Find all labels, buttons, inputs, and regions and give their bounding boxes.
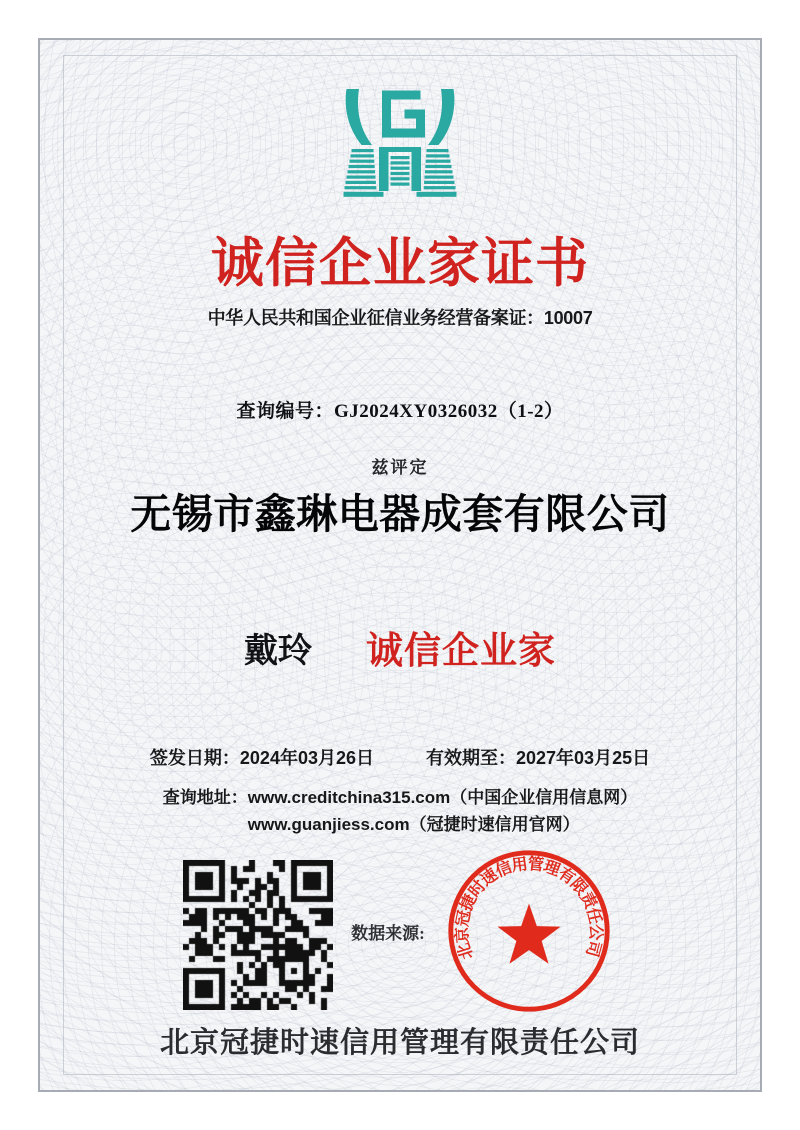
certificate-title: 诚信企业家证书 [211,234,589,293]
query-address-block [40,784,760,838]
issue-date: 签发日期：2024年03月26日 [149,748,374,768]
query-address-line2: www.guanjiess.com（冠捷时速信用官网） [247,815,580,834]
query-number-line [40,396,760,423]
certificate-frame [38,38,762,1092]
company-name: 无锡市鑫琳电器成套有限公司 [130,491,670,537]
valid-until-date: 有效期至：2027年03月25日 [426,748,651,768]
award-title: 诚信企业家 [366,630,556,671]
star-icon [497,904,560,964]
credit-logo-icon [344,87,457,202]
query-number-label: 查询编号： [236,401,334,422]
issuer-name: 北京冠捷时速信用管理有限责任公司 [159,1027,640,1059]
hereby-text: 兹评定 [371,458,429,477]
dates-row [40,744,760,770]
official-stamp [441,843,617,1019]
qr-code [183,860,333,1010]
query-number-value: GJ2024XY0326032（1-2） [333,401,564,422]
source-row [40,845,760,1017]
awardee-row [40,620,760,674]
data-source-label: 数据来源: [351,923,425,943]
record-license-line: 中华人民共和国企业征信业务经营备案证：10007 [207,308,593,328]
query-address-label: 查询地址： [162,788,248,807]
person-name: 戴玲 [244,631,312,670]
query-address-line1: www.creditchina315.com（中国企业信用信息网） [247,788,638,807]
stamp-company-text: 北京冠捷时速信用管理有限责任公司 [452,854,605,962]
